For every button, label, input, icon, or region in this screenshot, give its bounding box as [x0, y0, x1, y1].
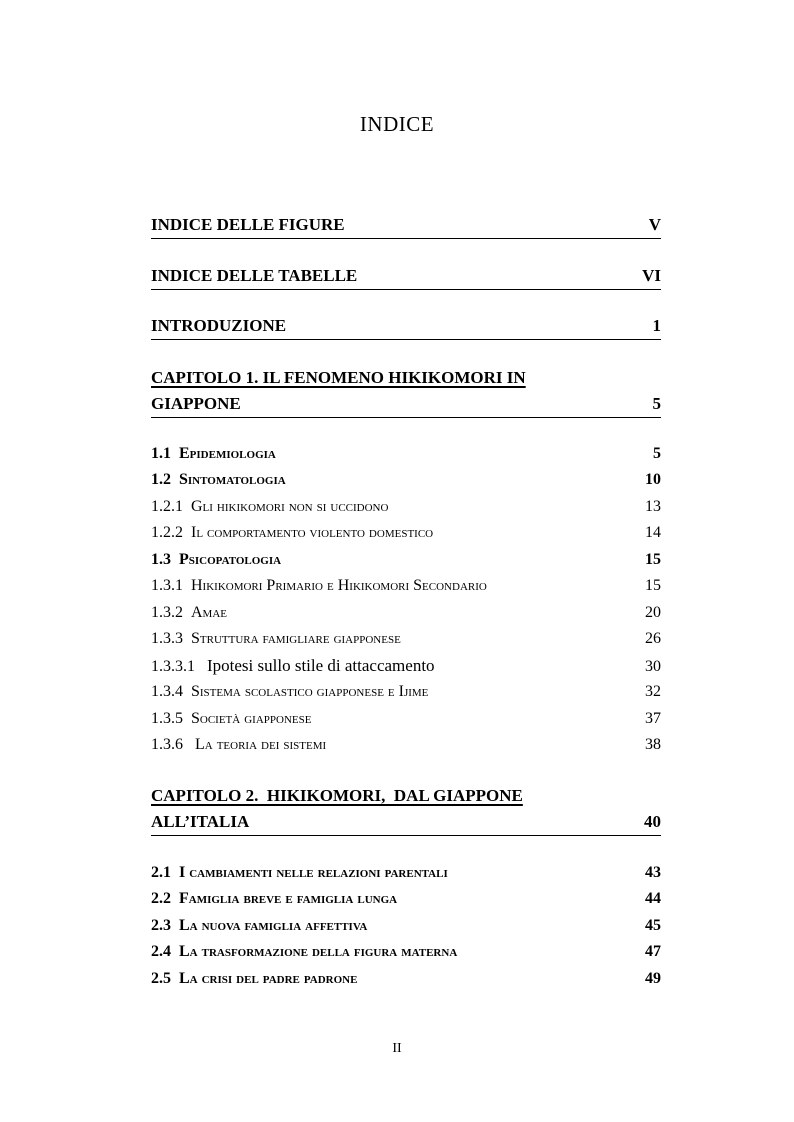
toc-entry-number: 1.3.3.1 [151, 658, 195, 675]
toc-entry-label: Amae [191, 604, 227, 621]
toc-entry-number: 2.3 [151, 917, 171, 934]
toc-chapter-title-line: CAPITOLO 2. HIKIKOMORI, DAL GIAPPONE [151, 786, 523, 805]
toc-entry[interactable] [151, 600, 661, 626]
toc-entry-page: 13 [645, 498, 661, 515]
toc-entry-label: Sistema scolastico giapponese e Ijime [191, 683, 429, 700]
toc-entry-number: 2.5 [151, 970, 171, 987]
toc-entry-page: 5 [653, 445, 661, 462]
toc-entry-number: 2.1 [151, 864, 171, 881]
toc-entry[interactable] [151, 966, 661, 992]
toc-chapter-figures[interactable] [151, 212, 661, 239]
toc-entry-label: Il comportamento violento domestico [191, 524, 434, 541]
toc-chapter-page: 1 [652, 316, 661, 335]
page-number: II [392, 1041, 402, 1056]
toc-entry[interactable] [151, 441, 661, 467]
toc-chapter-page: 40 [644, 812, 661, 831]
toc-entry[interactable] [151, 939, 661, 965]
toc-entry-page: 44 [645, 890, 661, 907]
toc-entry[interactable] [151, 860, 661, 886]
toc-entry-label: Gli hikikomori non si uccidono [191, 498, 389, 515]
toc-chapter-label: ALL’ITALIA [151, 812, 250, 831]
toc-entry-label: Sintomatologia [179, 471, 286, 488]
toc-entry[interactable] [151, 467, 661, 493]
toc-entry[interactable] [151, 573, 661, 599]
toc-entry-page: 10 [645, 471, 661, 488]
toc-entry-page: 43 [645, 864, 661, 881]
toc-entry-label: Famiglia breve e famiglia lunga [179, 890, 398, 907]
toc-entry-number: 2.4 [151, 943, 171, 960]
toc-chapter-label: INDICE DELLE TABELLE [151, 266, 358, 285]
toc-chapter-page: V [648, 215, 661, 234]
toc-entry-label: Epidemiologia [179, 445, 276, 462]
toc-chapter-tables[interactable] [151, 263, 661, 290]
toc-entry-page: 47 [645, 943, 661, 960]
toc-entry-label: I cambiamenti nelle relazioni parentali [179, 864, 448, 881]
toc-entry-label: La nuova famiglia affettiva [179, 917, 368, 934]
toc-entry-number: 1.3.3 [151, 630, 183, 647]
toc-entry-number: 1.3.2 [151, 604, 183, 621]
toc-entry-number: 1.3.5 [151, 710, 183, 727]
page-title: INDICE [359, 112, 435, 136]
toc-entry-label: Società giapponese [191, 710, 312, 727]
toc-entry-label: La trasformazione della figura materna [179, 943, 458, 960]
toc-entry[interactable] [151, 886, 661, 912]
toc-chapter-page: 5 [652, 394, 661, 413]
toc-entry[interactable] [151, 913, 661, 939]
toc-entry-number: 1.2.2 [151, 524, 183, 541]
toc-chapter-1[interactable] [151, 365, 661, 418]
toc-chapter-label: INTRODUZIONE [151, 316, 287, 335]
toc-entry[interactable] [151, 679, 661, 705]
toc-entry-page: 37 [645, 710, 661, 727]
toc-entry-label: La crisi del padre padrone [179, 970, 358, 987]
toc-entry-number: 2.2 [151, 890, 171, 907]
toc-entry-page: 49 [645, 970, 661, 987]
toc-entry-label: Psicopatologia [179, 551, 282, 568]
toc-entry-page: 26 [645, 630, 661, 647]
toc-entry-number: 1.2.1 [151, 498, 183, 515]
toc-chapter-page: VI [642, 266, 661, 285]
toc-entry-number: 1.1 [151, 445, 171, 462]
toc-entry-number: 1.3 [151, 551, 171, 568]
toc-entry-page: 38 [645, 736, 661, 753]
toc-entry[interactable] [151, 653, 661, 679]
toc-chapter-title-line: CAPITOLO 1. IL FENOMENO HIKIKOMORI IN [151, 368, 526, 387]
toc-entry[interactable] [151, 547, 661, 573]
toc-entry-number: 1.2 [151, 471, 171, 488]
toc-entry-page: 20 [645, 604, 661, 621]
toc-entry-label: Hikikomori Primario e Hikikomori Secondario [191, 577, 487, 594]
toc-entry-page: 45 [645, 917, 661, 934]
toc-entry[interactable] [151, 732, 661, 758]
toc-entry-page: 15 [645, 551, 661, 568]
toc-entry-number: 1.3.6 [151, 736, 183, 753]
toc-chapter-2[interactable] [151, 783, 661, 836]
toc-entry[interactable] [151, 626, 661, 652]
toc-entry-number: 1.3.1 [151, 577, 183, 594]
toc-entry-number: 1.3.4 [151, 683, 183, 700]
toc-entry-page: 14 [645, 524, 661, 541]
toc-entry[interactable] [151, 520, 661, 546]
toc-entry-page: 15 [645, 577, 661, 594]
toc-entry[interactable] [151, 494, 661, 520]
toc-chapter-label: INDICE DELLE FIGURE [151, 215, 345, 234]
toc-chapter-label: GIAPPONE [151, 394, 241, 413]
toc-entry-label: La teoria dei sistemi [195, 736, 327, 753]
toc-entry-page: 32 [645, 683, 661, 700]
toc-entry-label: Ipotesi sullo stile di attaccamento [207, 656, 435, 675]
toc-entry-label: Struttura famigliare giapponese [191, 630, 401, 647]
toc-entry[interactable] [151, 706, 661, 732]
toc-chapter-introduction[interactable] [151, 313, 661, 340]
toc-entry-page: 30 [645, 658, 661, 675]
